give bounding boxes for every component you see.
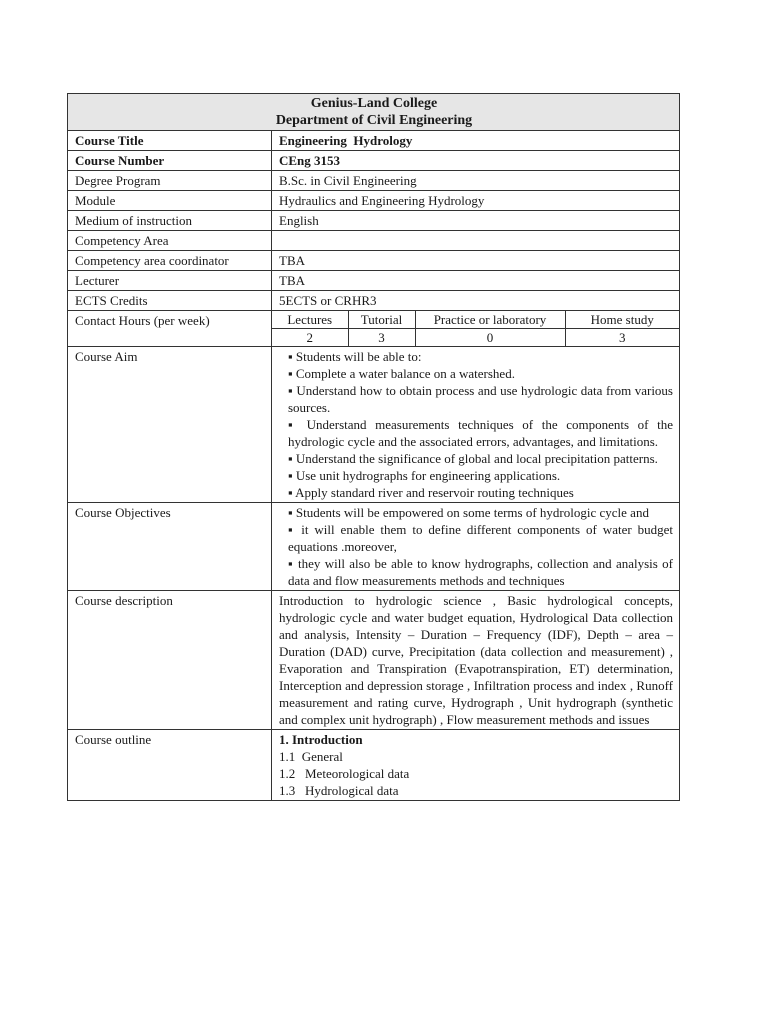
contact-header: Tutorial <box>348 311 415 329</box>
contact-header: Lectures <box>272 311 348 329</box>
contact-value: 0 <box>415 329 565 347</box>
table-row <box>68 591 680 730</box>
course-title-value: Engineering Hydrology <box>272 131 680 151</box>
row-label: Module <box>68 191 272 211</box>
table-row <box>68 151 680 171</box>
contact-value: 2 <box>272 329 348 347</box>
list-item: 1.3 Hydrological data <box>279 783 399 798</box>
outline-heading: 1. Introduction <box>279 732 363 747</box>
competency-area-value <box>272 231 680 251</box>
contact-value: 3 <box>348 329 415 347</box>
contact-header: Home study <box>565 311 679 329</box>
list-item: ▪ Students will be able to: <box>288 349 422 364</box>
row-label: Medium of instruction <box>68 211 272 231</box>
contact-header-row <box>272 311 679 329</box>
list-item: ▪ Understand measurements techniques of the components of the hydrologic cycle and the associated errors, advantages, and limitations. <box>288 417 673 449</box>
course-number-value: CEng 3153 <box>272 151 680 171</box>
row-label: Course Number <box>68 151 272 171</box>
list-item: ▪ Understand the significance of global and local precipitation patterns. <box>288 451 658 466</box>
row-label: Competency area coordinator <box>68 251 272 271</box>
list-item: ▪ they will also be able to know hydrographs, collection and analysis of data and flow measurements methods and techniques <box>288 556 673 588</box>
table-row <box>68 231 680 251</box>
list-item: ▪ it will enable them to define different components of water budget equations .moreover, <box>288 522 673 554</box>
contact-hours-cell <box>272 311 680 347</box>
list-item: ▪ Students will be empowered on some terms of hydrologic cycle and <box>288 505 649 520</box>
table-row <box>68 251 680 271</box>
table-row <box>68 347 680 503</box>
table-row <box>68 730 680 801</box>
course-aim-cell <box>272 347 680 503</box>
row-label: Course Objectives <box>68 503 272 591</box>
list-item: 1.2 Meteorological data <box>279 766 410 781</box>
course-objectives-cell <box>272 503 680 591</box>
row-label: Degree Program <box>68 171 272 191</box>
list-item: 1.1 General <box>279 749 343 764</box>
department-name: Department of Civil Engineering <box>275 113 473 128</box>
contact-hours-table <box>272 311 679 346</box>
table-row <box>68 171 680 191</box>
ects-value: 5ECTS or CRHR3 <box>272 291 680 311</box>
medium-value: English <box>272 211 680 231</box>
header-row <box>68 94 680 131</box>
table-row <box>68 311 680 347</box>
college-name: Genius-Land College <box>310 96 438 111</box>
coordinator-value: TBA <box>272 251 680 271</box>
row-label: ECTS Credits <box>68 291 272 311</box>
row-label: Lecturer <box>68 271 272 291</box>
lecturer-value: TBA <box>272 271 680 291</box>
table-row <box>68 131 680 151</box>
course-outline-cell <box>272 730 680 801</box>
row-label: Contact Hours (per week) <box>68 311 272 347</box>
list-item: ▪ Use unit hydrographs for engineering applications. <box>288 468 561 483</box>
row-label: Course outline <box>68 730 272 801</box>
table-row <box>68 503 680 591</box>
contact-value-row <box>272 329 679 347</box>
course-table <box>67 93 680 801</box>
course-description-value: Introduction to hydrologic science , Basic hydrological concepts, hydrologic cycle and water budget equation, Hydrological Data collection and analysis, Intensity – Duration – Frequency (IDF), Depth – area – Duration (DAD) curve, Precipitation (data collection and measurement) , Evaporation and Transpiration (Evapotranspiration, ET) determination, Interception and depression storage , Infiltration process and index , Runoff measurement and rating curve, Hydrograph , Unit hydrograph (synthetic and complex unit hydrograph) , Flow measurement methods and issues <box>272 591 680 730</box>
list-item: ▪ Understand how to obtain process and use hydrologic data from various sources. <box>288 383 673 415</box>
list-item: ▪ Complete a water balance on a watershed. <box>288 366 515 381</box>
row-label: Course description <box>68 591 272 730</box>
degree-program-value: B.Sc. in Civil Engineering <box>272 171 680 191</box>
row-label: Course Title <box>68 131 272 151</box>
contact-header: Practice or laboratory <box>415 311 565 329</box>
row-label: Course Aim <box>68 347 272 503</box>
table-row <box>68 191 680 211</box>
table-row <box>68 271 680 291</box>
table-row <box>68 211 680 231</box>
module-value: Hydraulics and Engineering Hydrology <box>272 191 680 211</box>
table-row <box>68 291 680 311</box>
header-cell <box>68 94 680 131</box>
row-label: Competency Area <box>68 231 272 251</box>
list-item: ▪ Apply standard river and reservoir routing techniques <box>288 485 574 500</box>
contact-value: 3 <box>565 329 679 347</box>
